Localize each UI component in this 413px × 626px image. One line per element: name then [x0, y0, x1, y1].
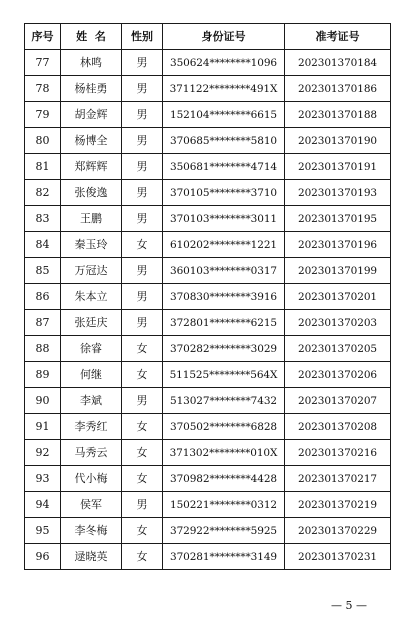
cell-id-number: 370281********3149	[163, 544, 285, 570]
cell-id-number: 370105********3710	[163, 180, 285, 206]
table-header	[25, 24, 391, 50]
table-row	[25, 284, 391, 310]
cell-gender: 男	[122, 284, 163, 310]
cell-exam-number: 202301370195	[285, 206, 391, 232]
cell-gender: 男	[122, 492, 163, 518]
cell-seq: 84	[25, 232, 61, 258]
table-row	[25, 544, 391, 570]
cell-id-number: 370282********3029	[163, 336, 285, 362]
cell-name: 代小梅	[61, 466, 122, 492]
table-row	[25, 310, 391, 336]
cell-seq: 78	[25, 76, 61, 102]
cell-id-number: 371302********010X	[163, 440, 285, 466]
cell-seq: 86	[25, 284, 61, 310]
cell-exam-number: 202301370206	[285, 362, 391, 388]
cell-seq: 80	[25, 128, 61, 154]
cell-exam-number: 202301370193	[285, 180, 391, 206]
cell-seq: 82	[25, 180, 61, 206]
table-row	[25, 76, 391, 102]
table-row	[25, 128, 391, 154]
cell-id-number: 152104********6615	[163, 102, 285, 128]
cell-seq: 81	[25, 154, 61, 180]
table-row	[25, 518, 391, 544]
cell-name: 杨桂勇	[61, 76, 122, 102]
cell-name: 徐睿	[61, 336, 122, 362]
page-number: — 5 —	[331, 599, 367, 612]
cell-name: 李秀红	[61, 414, 122, 440]
cell-exam-number: 202301370186	[285, 76, 391, 102]
header-exam-number: 准考证号	[285, 24, 391, 50]
header-gender: 性别	[122, 24, 163, 50]
cell-gender: 女	[122, 336, 163, 362]
cell-seq: 85	[25, 258, 61, 284]
cell-seq: 88	[25, 336, 61, 362]
table-row	[25, 362, 391, 388]
header-id-number: 身份证号	[163, 24, 285, 50]
table-row	[25, 414, 391, 440]
cell-id-number: 150221********0312	[163, 492, 285, 518]
cell-seq: 89	[25, 362, 61, 388]
cell-name: 李斌	[61, 388, 122, 414]
table-row	[25, 440, 391, 466]
cell-exam-number: 202301370217	[285, 466, 391, 492]
cell-gender: 女	[122, 544, 163, 570]
cell-id-number: 350681********4714	[163, 154, 285, 180]
cell-seq: 92	[25, 440, 61, 466]
cell-id-number: 371122********491X	[163, 76, 285, 102]
cell-exam-number: 202301370191	[285, 154, 391, 180]
cell-id-number: 511525********564X	[163, 362, 285, 388]
cell-id-number: 370103********3011	[163, 206, 285, 232]
table-row	[25, 50, 391, 76]
cell-seq: 90	[25, 388, 61, 414]
cell-id-number: 372801********6215	[163, 310, 285, 336]
table-row	[25, 492, 391, 518]
cell-name: 张俊逸	[61, 180, 122, 206]
cell-exam-number: 202301370201	[285, 284, 391, 310]
cell-exam-number: 202301370219	[285, 492, 391, 518]
table-row	[25, 154, 391, 180]
cell-exam-number: 202301370196	[285, 232, 391, 258]
cell-name: 郑辉辉	[61, 154, 122, 180]
cell-seq: 87	[25, 310, 61, 336]
cell-name: 胡金辉	[61, 102, 122, 128]
table-body	[25, 50, 391, 570]
cell-name: 李冬梅	[61, 518, 122, 544]
cell-name: 逯晓英	[61, 544, 122, 570]
cell-exam-number: 202301370229	[285, 518, 391, 544]
cell-gender: 女	[122, 362, 163, 388]
table-row	[25, 466, 391, 492]
cell-name: 秦玉玲	[61, 232, 122, 258]
cell-gender: 女	[122, 518, 163, 544]
table-row	[25, 336, 391, 362]
cell-exam-number: 202301370208	[285, 414, 391, 440]
table-row	[25, 206, 391, 232]
cell-name: 王鹏	[61, 206, 122, 232]
cell-seq: 93	[25, 466, 61, 492]
cell-exam-number: 202301370231	[285, 544, 391, 570]
cell-seq: 79	[25, 102, 61, 128]
cell-seq: 95	[25, 518, 61, 544]
candidate-table	[24, 23, 391, 570]
cell-exam-number: 202301370190	[285, 128, 391, 154]
cell-id-number: 372922********5925	[163, 518, 285, 544]
cell-gender: 男	[122, 388, 163, 414]
cell-gender: 女	[122, 440, 163, 466]
cell-exam-number: 202301370216	[285, 440, 391, 466]
cell-gender: 男	[122, 206, 163, 232]
cell-exam-number: 202301370199	[285, 258, 391, 284]
cell-gender: 男	[122, 76, 163, 102]
cell-gender: 男	[122, 102, 163, 128]
cell-name: 朱本立	[61, 284, 122, 310]
header-seq: 序号	[25, 24, 61, 50]
cell-exam-number: 202301370188	[285, 102, 391, 128]
cell-gender: 男	[122, 258, 163, 284]
table-row	[25, 388, 391, 414]
cell-name: 侯军	[61, 492, 122, 518]
cell-name: 张廷庆	[61, 310, 122, 336]
cell-seq: 96	[25, 544, 61, 570]
cell-gender: 女	[122, 414, 163, 440]
cell-name: 何继	[61, 362, 122, 388]
cell-gender: 男	[122, 50, 163, 76]
cell-id-number: 360103********0317	[163, 258, 285, 284]
cell-gender: 女	[122, 232, 163, 258]
cell-name: 马秀云	[61, 440, 122, 466]
cell-id-number: 610202********1221	[163, 232, 285, 258]
header-name: 姓 名	[61, 24, 122, 50]
cell-name: 万冠达	[61, 258, 122, 284]
cell-id-number: 370982********4428	[163, 466, 285, 492]
cell-seq: 91	[25, 414, 61, 440]
table-row	[25, 102, 391, 128]
header-row	[25, 24, 391, 50]
cell-id-number: 513027********7432	[163, 388, 285, 414]
cell-exam-number: 202301370205	[285, 336, 391, 362]
cell-seq: 94	[25, 492, 61, 518]
cell-exam-number: 202301370207	[285, 388, 391, 414]
cell-gender: 男	[122, 154, 163, 180]
table-row	[25, 258, 391, 284]
table-row	[25, 180, 391, 206]
cell-id-number: 370830********3916	[163, 284, 285, 310]
cell-seq: 83	[25, 206, 61, 232]
cell-name: 林鸣	[61, 50, 122, 76]
cell-gender: 女	[122, 466, 163, 492]
cell-gender: 男	[122, 180, 163, 206]
cell-seq: 77	[25, 50, 61, 76]
cell-gender: 男	[122, 310, 163, 336]
cell-id-number: 370502********6828	[163, 414, 285, 440]
cell-name: 杨博全	[61, 128, 122, 154]
cell-exam-number: 202301370184	[285, 50, 391, 76]
cell-id-number: 370685********5810	[163, 128, 285, 154]
table-row	[25, 232, 391, 258]
cell-gender: 男	[122, 128, 163, 154]
cell-id-number: 350624********1096	[163, 50, 285, 76]
cell-exam-number: 202301370203	[285, 310, 391, 336]
